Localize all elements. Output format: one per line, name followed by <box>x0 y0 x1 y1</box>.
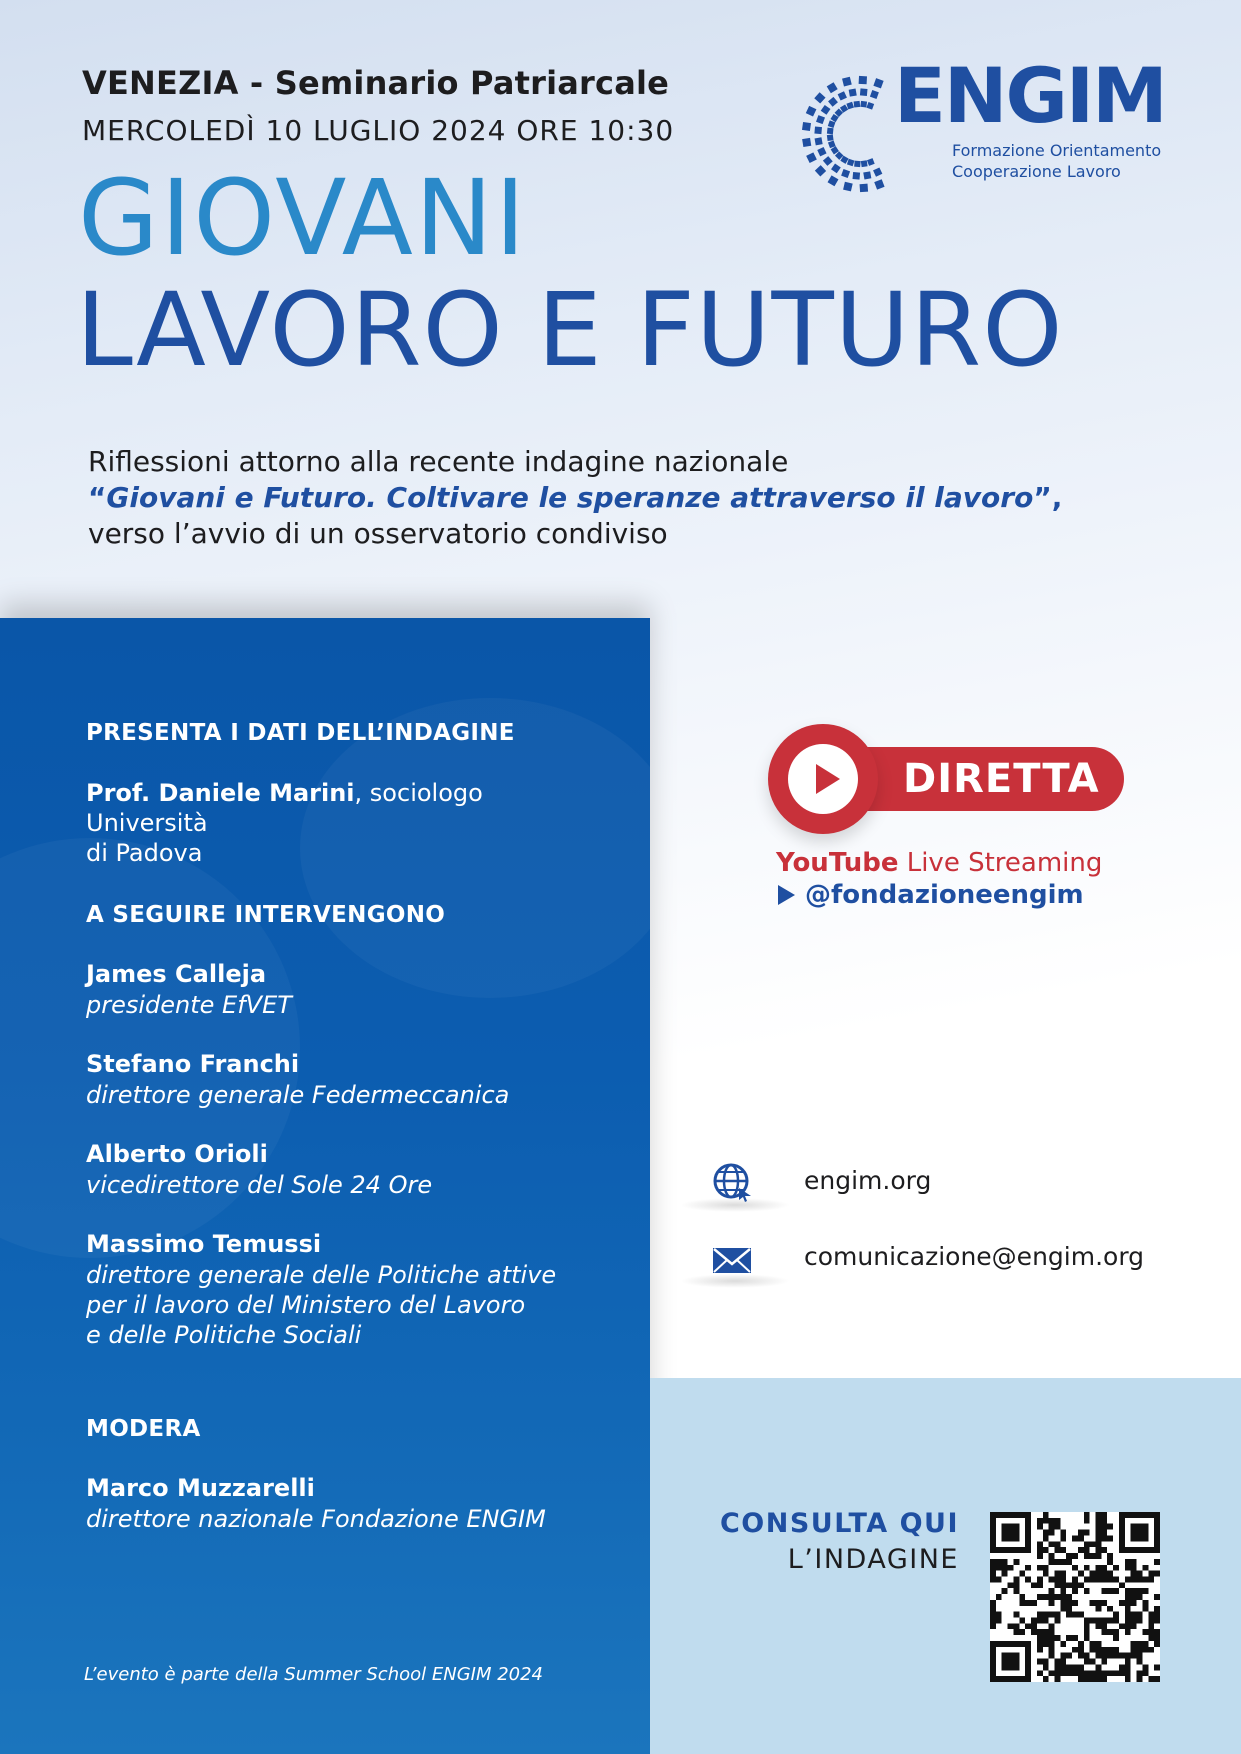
venue-separator: - <box>238 64 275 102</box>
presenter-role-line2: di Padova <box>86 839 203 867</box>
channel-handle[interactable] <box>778 880 1084 910</box>
footnote: L’evento è parte della Summer School ENGIM 2024 <box>84 1664 544 1685</box>
play-icon <box>790 742 860 816</box>
intro-line2 <box>88 480 1062 516</box>
live-button[interactable] <box>768 724 1124 834</box>
title-line1: GIOVANI <box>78 157 528 279</box>
section-speakers-heading: A SEGUIRE INTERVENGONO <box>86 902 446 928</box>
qr-code-icon[interactable] <box>990 1512 1160 1682</box>
event-venue <box>82 64 669 102</box>
live-circle <box>768 724 878 834</box>
section-moderator-heading: MODERA <box>86 1416 201 1442</box>
envelope-icon <box>712 1240 752 1280</box>
moderator-name: Marco Muzzarelli <box>86 1474 315 1502</box>
engim-logo <box>802 51 1166 204</box>
moderator-role: direttore nazionale Fondazione ENGIM <box>86 1505 546 1533</box>
logo-tagline-line2: Cooperazione Lavoro <box>952 162 1121 181</box>
presenter-name: Prof. Daniele Marini <box>86 779 355 807</box>
website-link[interactable]: engim.org <box>804 1166 932 1195</box>
speaker-role-line: per il lavoro del Ministero del Lavoro <box>86 1291 526 1319</box>
logo-name: ENGIM <box>894 51 1166 140</box>
email-link[interactable]: comunicazione@engim.org <box>804 1242 1145 1271</box>
intro-line3: verso l’avvio di un osservatorio condiviso <box>88 517 668 550</box>
live-label: DIRETTA <box>903 756 1100 802</box>
platform-name: YouTube <box>776 848 899 878</box>
event-datetime: MERCOLEDÌ 10 LUGLIO 2024 ORE 10:30 <box>82 114 675 147</box>
title-line2: LAVORO E FUTURO <box>76 271 1064 390</box>
presenter <box>86 778 606 868</box>
intro-line1: Riflessioni attorno alla recente indagine nazionale <box>88 445 789 478</box>
presenter-role-line1: , sociologo Università <box>86 779 483 837</box>
youtube-line <box>776 848 1102 878</box>
speaker-role-line: e delle Politiche Sociali <box>86 1321 362 1349</box>
play-triangle-icon <box>778 885 795 905</box>
speaker-role: direttore generale Federmeccanica <box>86 1081 510 1109</box>
intro-text <box>88 444 1062 552</box>
speaker-role-line: direttore generale delle Politiche attive <box>86 1261 557 1289</box>
open-quote: “ <box>88 481 107 514</box>
logo-tagline <box>952 140 1161 182</box>
speaker-name: Stefano Franchi <box>86 1050 300 1078</box>
speaker-name: Massimo Temussi <box>86 1230 322 1258</box>
consult-line1: CONSULTA QUI <box>719 1508 959 1539</box>
speaker-role: presidente EfVET <box>86 991 292 1019</box>
venue-place: Seminario Patriarcale <box>274 64 670 102</box>
close-quote: ”, <box>1033 481 1063 514</box>
globe-icon <box>712 1162 752 1202</box>
speaker-role: vicedirettore del Sole 24 Ore <box>86 1171 433 1199</box>
dotted-c-logo-icon <box>802 64 902 204</box>
venue-city: VENEZIA <box>82 64 239 102</box>
section-presenter-heading: PRESENTA I DATI DELL’INDAGINE <box>86 720 515 746</box>
speaker-role <box>86 1260 606 1350</box>
survey-title: Giovani e Futuro. Coltivare le speranze attraverso il lavoro <box>106 481 1034 514</box>
platform-suffix: Live Streaming <box>898 848 1103 878</box>
speaker-name: Alberto Orioli <box>86 1140 268 1168</box>
logo-tagline-line1: Formazione Orientamento <box>952 141 1162 160</box>
handle-text: @fondazioneengim <box>805 880 1084 910</box>
speaker-name: James Calleja <box>86 960 267 988</box>
program-panel <box>0 618 650 1754</box>
consult-line2: L’INDAGINE <box>787 1544 959 1575</box>
